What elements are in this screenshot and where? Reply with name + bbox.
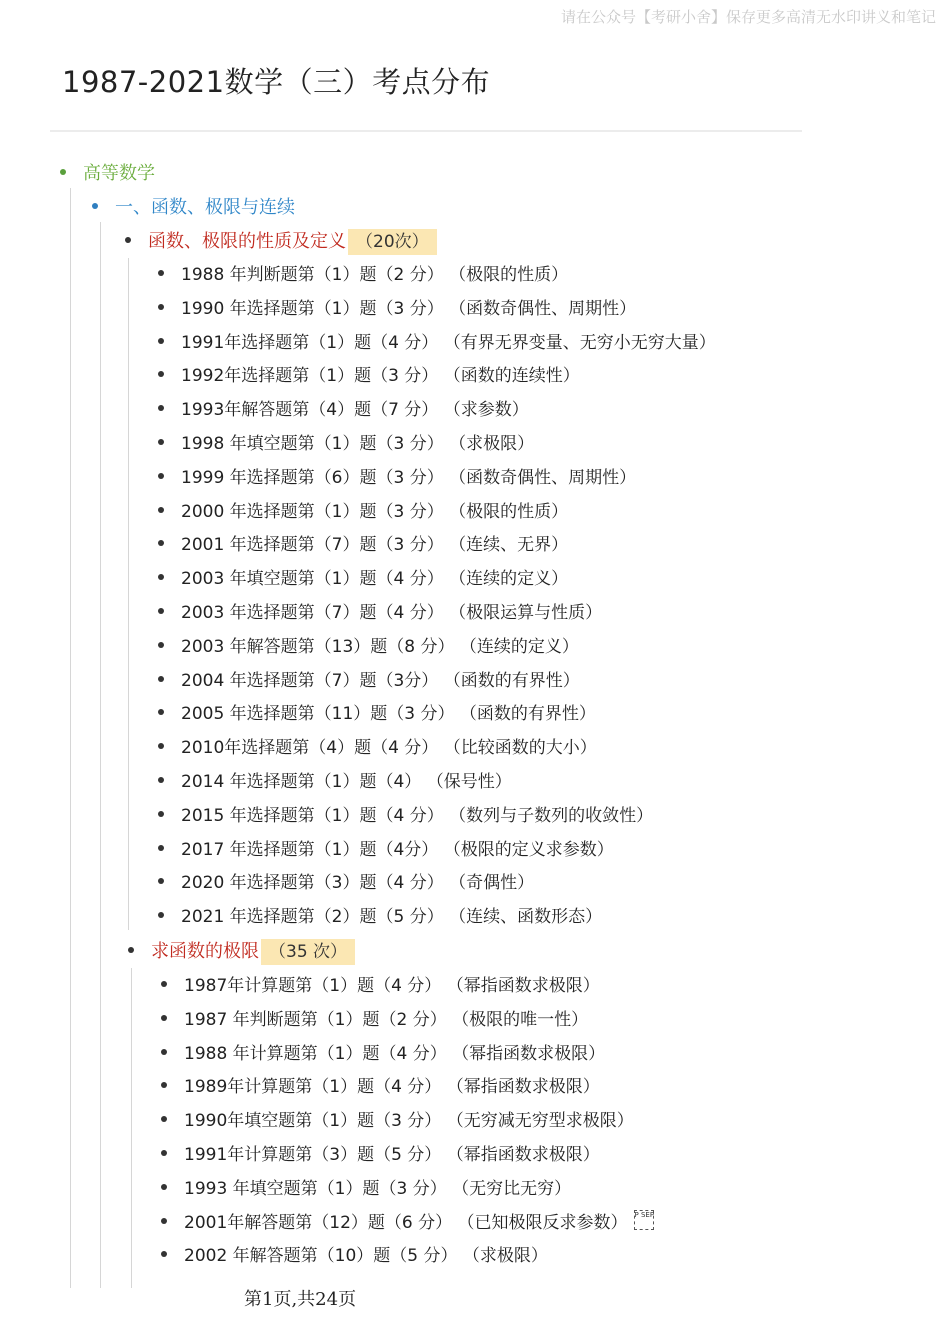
bullet-icon xyxy=(158,709,164,715)
list-item-text: 1998 年填空题第（1）题（3 分） （求极限） xyxy=(181,434,535,454)
list-item-text: 1988 年计算题第（1）题（4 分） （幂指函数求极限） xyxy=(184,1043,606,1064)
bullet-icon xyxy=(158,540,164,546)
list-item-text: 2003 年解答题第（13）题（8 分） （连续的定义） xyxy=(181,636,579,657)
list-item xyxy=(158,328,716,358)
list-item xyxy=(158,395,529,425)
outline-item-level0 xyxy=(60,159,155,189)
bullet-icon xyxy=(125,237,131,243)
list-item-text: 1992年选择题第（1）题（3 分） （函数的连续性） xyxy=(181,366,580,387)
list-item xyxy=(161,971,600,1001)
list-item xyxy=(158,699,596,729)
bullet-icon xyxy=(158,405,164,411)
list-item-text: 2003 年填空题第（1）题（4 分） （连续的定义） xyxy=(181,569,569,590)
bullet-icon xyxy=(161,1218,167,1224)
bullet-icon xyxy=(161,1150,167,1156)
bullet-icon xyxy=(158,878,164,884)
bullet-icon xyxy=(128,947,134,953)
bullet-icon xyxy=(158,642,164,648)
list-item xyxy=(161,1039,605,1069)
list-item xyxy=(158,463,636,493)
bullet-icon xyxy=(158,574,164,580)
list-item xyxy=(158,733,597,763)
bullet-icon xyxy=(158,304,164,310)
list-item-text: 1991年计算题第（3）题（5 分） （幂指函数求极限） xyxy=(184,1145,600,1165)
page-footer: 第1页,共24页 xyxy=(244,1289,357,1310)
list-item xyxy=(161,1174,571,1204)
section-label: 函数、极限的性质及定义 xyxy=(148,231,346,252)
list-item-text: 2001年解答题第（12）题（6 分） （已知极限反求参数） xyxy=(184,1212,628,1233)
watermark-text: 请在公众号【考研小舍】保存更多高清无水印讲义和笔记 xyxy=(560,8,936,26)
list-item-text: 2000 年选择题第（1）题（3 分） （极限的性质） xyxy=(181,501,569,522)
outline-item-level1 xyxy=(92,193,295,223)
bullet-icon xyxy=(158,338,164,344)
bullet-icon xyxy=(161,1082,167,1088)
list-item xyxy=(161,1106,634,1136)
list-item-text: 2014 年选择题第（1）题（4） （保号性） xyxy=(181,772,512,792)
list-item xyxy=(158,632,579,662)
outline-section-heading xyxy=(128,937,355,967)
list-item xyxy=(158,801,653,831)
section-label: 求函数的极限 xyxy=(151,941,259,962)
bullet-icon xyxy=(158,507,164,513)
count-badge: （35 次） xyxy=(261,939,355,965)
list-item-text: 1990年填空题第（1）题（3 分） （无穷减无穷型求极限） xyxy=(184,1111,634,1132)
list-item xyxy=(158,361,580,391)
count-badge: （20次） xyxy=(348,229,437,255)
outline-guide-line xyxy=(131,968,132,1288)
list-item xyxy=(158,497,568,527)
page-title: 1987-2021数学（三）考点分布 xyxy=(62,65,491,99)
bullet-icon xyxy=(158,743,164,749)
outline-section-heading xyxy=(125,227,437,257)
list-item-text: 2020 年选择题第（3）题（4 分） （奇偶性） xyxy=(181,873,535,894)
bullet-icon xyxy=(161,1116,167,1122)
bullet-icon xyxy=(158,439,164,445)
bullet-icon xyxy=(158,608,164,614)
bullet-icon xyxy=(158,676,164,682)
list-item xyxy=(161,1140,600,1170)
list-item xyxy=(161,1072,600,1102)
list-item-text: 2002 年解答题第（10）题（5 分） （求极限） xyxy=(184,1246,548,1267)
list-item-text: 1993 年填空题第（1）题（3 分） （无穷比无穷） xyxy=(184,1178,572,1199)
list-item-text: 1991年选择题第（1）题（4 分） （有界无界变量、无穷小无穷大量） xyxy=(181,332,716,353)
list-item xyxy=(161,1241,548,1271)
list-item xyxy=(161,1208,654,1238)
list-item-text: 1999 年选择题第（6）题（3 分） （函数奇偶性、周期性） xyxy=(181,467,637,488)
list-item xyxy=(161,1005,588,1035)
list-item-text: 2005 年选择题第（11）题（3 分） （函数的有界性） xyxy=(181,704,596,725)
bullet-icon xyxy=(161,1184,167,1190)
list-item-text: 1989年计算题第（1）题（4 分） （幂指函数求极限） xyxy=(184,1077,600,1098)
bullet-icon xyxy=(158,270,164,276)
bullet-icon xyxy=(158,811,164,817)
bullet-icon xyxy=(158,371,164,377)
list-item-text: 1987 年判断题第（1）题（2 分） （极限的唯一性） xyxy=(184,1009,589,1030)
list-item xyxy=(158,260,568,290)
bullet-icon xyxy=(60,169,66,175)
bullet-icon xyxy=(161,1251,167,1257)
list-item-text: 2021 年选择题第（2）题（5 分） （连续、函数形态） xyxy=(181,907,603,928)
list-item xyxy=(158,902,602,932)
bullet-icon xyxy=(158,473,164,479)
list-item-text: 1987年计算题第（1）题（4 分） （幂指函数求极限） xyxy=(184,976,600,996)
list-item xyxy=(158,429,534,459)
list-item xyxy=(158,564,568,594)
list-item xyxy=(158,835,614,865)
outline-guide-line xyxy=(70,188,71,1288)
outline-label: 高等数学 xyxy=(83,163,155,184)
list-item xyxy=(158,294,636,324)
list-item xyxy=(158,598,602,628)
outline-guide-line xyxy=(100,222,101,1288)
list-item-text: 1990 年选择题第（1）题（3 分） （函数奇偶性、周期性） xyxy=(181,298,637,319)
list-item-text: 2003 年选择题第（7）题（4 分） （极限运算与性质） xyxy=(181,603,603,623)
outline-guide-line xyxy=(128,258,129,930)
bullet-icon xyxy=(161,981,167,987)
bullet-icon xyxy=(158,845,164,851)
bullet-icon xyxy=(161,1015,167,1021)
list-item-text: 2004 年选择题第（7）题（3分） （函数的有界性） xyxy=(181,670,580,691)
list-item-text: 2017 年选择题第（1）题（4分） （极限的定义求参数） xyxy=(181,839,614,860)
list-item xyxy=(158,666,580,696)
outline-label: 一、函数、极限与连续 xyxy=(115,197,295,218)
list-item xyxy=(158,767,512,797)
bullet-icon xyxy=(158,912,164,918)
list-item-text: 2015 年选择题第（1）题（4 分） （数列与子数列的收敛性） xyxy=(181,805,654,826)
bullet-icon xyxy=(161,1049,167,1055)
list-item-text: 2010年选择题第（4）题（4 分） （比较函数的大小） xyxy=(181,738,597,759)
list-item xyxy=(158,530,568,560)
list-item-text: 2001 年选择题第（7）题（3 分） （连续、无界） xyxy=(181,535,569,556)
list-item-text: 1993年解答题第（4）题（7 分） （求参数） xyxy=(181,400,529,421)
bullet-icon xyxy=(92,203,98,209)
separator-marker-icon: P SEP xyxy=(634,1210,654,1230)
title-divider xyxy=(50,130,802,132)
list-item xyxy=(158,868,534,898)
bullet-icon xyxy=(158,777,164,783)
list-item-text: 1988 年判断题第（1）题（2 分） （极限的性质） xyxy=(181,265,569,285)
